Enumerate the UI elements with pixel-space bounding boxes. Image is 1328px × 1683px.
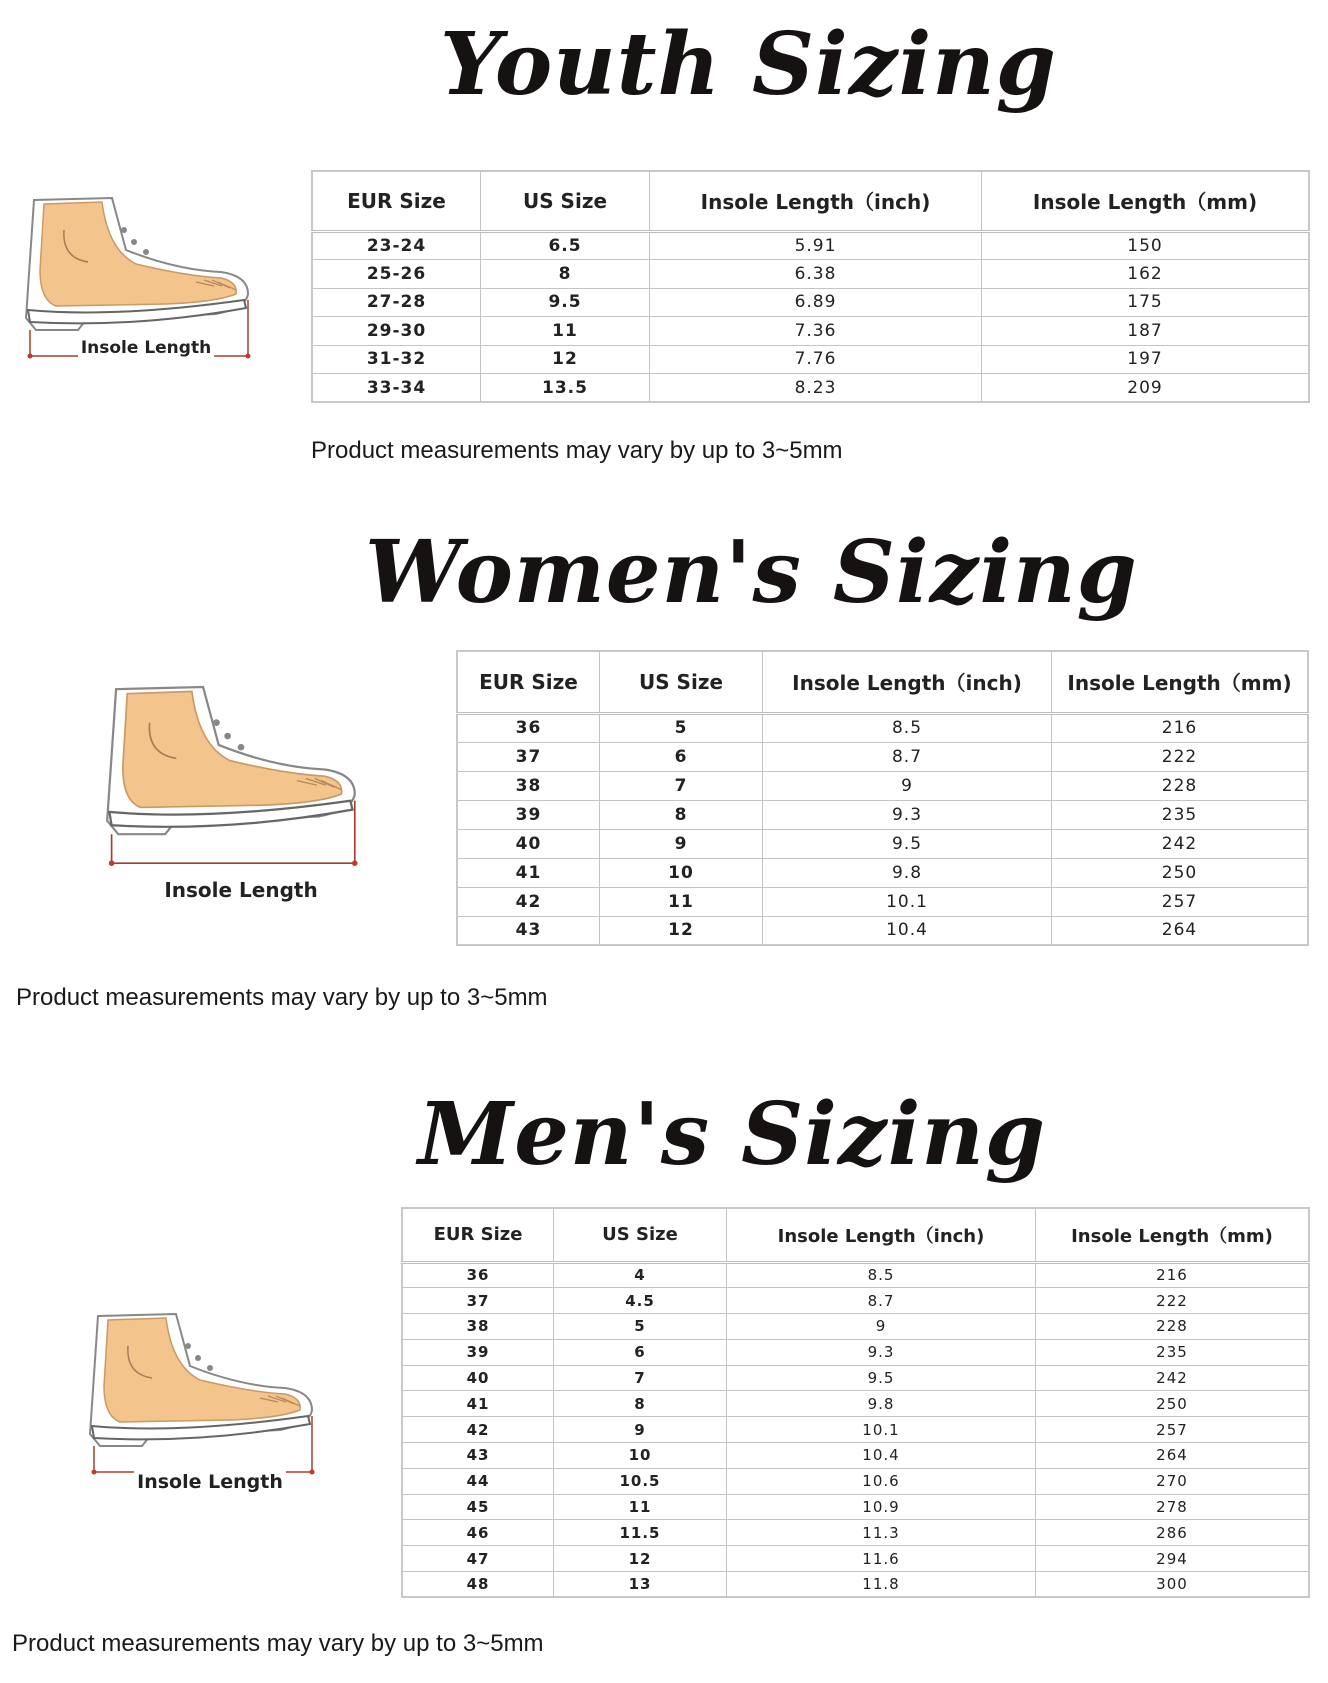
table-cell: 5 (600, 713, 763, 742)
table-cell: 7 (554, 1365, 727, 1391)
table-cell: 37 (457, 742, 600, 771)
table-cell: 11.5 (554, 1520, 727, 1546)
table-row (402, 1262, 1309, 1288)
table-cell: 9.5 (727, 1365, 1036, 1391)
table-row (402, 1417, 1309, 1443)
table-cell: 8 (554, 1391, 727, 1417)
table-cell: 235 (1036, 1339, 1310, 1365)
table-cell: 9.3 (727, 1339, 1036, 1365)
table-cell: 42 (402, 1417, 554, 1443)
table-cell: 8.7 (727, 1288, 1036, 1314)
table-row (402, 1314, 1309, 1340)
table-cell: 7.76 (650, 345, 982, 374)
section-heading: Youth Sizing (440, 14, 1057, 115)
table-cell: 9 (554, 1417, 727, 1443)
insole-length-label: Insole Length (96, 878, 386, 902)
table-cell: 11.3 (727, 1520, 1036, 1546)
table-cell: 10.1 (727, 1417, 1036, 1443)
table-cell: 8.5 (763, 713, 1052, 742)
table-cell: 12 (554, 1546, 727, 1572)
table-cell: 11 (600, 887, 763, 916)
column-header: US Size (554, 1208, 727, 1262)
table-cell: 228 (1052, 771, 1309, 800)
table-row (312, 260, 1309, 289)
table-cell: 31-32 (312, 345, 481, 374)
table-cell: 222 (1052, 742, 1309, 771)
table-cell: 4.5 (554, 1288, 727, 1314)
table-cell: 11.8 (727, 1572, 1036, 1598)
table-cell: 257 (1052, 887, 1309, 916)
table-cell: 8 (600, 800, 763, 829)
table-cell: 38 (457, 771, 600, 800)
table-cell: 9 (727, 1314, 1036, 1340)
table-cell: 6 (554, 1339, 727, 1365)
table-row (402, 1288, 1309, 1314)
table-row (457, 800, 1308, 829)
table-row (457, 829, 1308, 858)
table-cell: 10 (554, 1443, 727, 1469)
table-cell: 300 (1036, 1572, 1310, 1598)
table-row (457, 916, 1308, 945)
youth-size-table (311, 170, 1310, 403)
foot-insole-illustration (16, 190, 276, 380)
table-cell: 162 (982, 260, 1310, 289)
table-cell: 38 (402, 1314, 554, 1340)
table-cell: 264 (1052, 916, 1309, 945)
table-cell: 216 (1052, 713, 1309, 742)
table-cell: 264 (1036, 1443, 1310, 1469)
column-header: Insole Length（mm) (982, 171, 1310, 231)
foot-icon (96, 678, 386, 890)
table-row (457, 887, 1308, 916)
table-cell: 9.5 (763, 829, 1052, 858)
column-header: US Size (600, 651, 763, 713)
measurement-note: Product measurements may vary by up to 3~5mm (12, 1630, 544, 1657)
foot-insole-illustration (80, 1296, 340, 1506)
table-cell: 5 (554, 1314, 727, 1340)
table-cell: 25-26 (312, 260, 481, 289)
column-header: Insole Length（inch) (650, 171, 982, 231)
measurement-note: Product measurements may vary by up to 3~5mm (311, 437, 843, 464)
table-cell: 48 (402, 1572, 554, 1598)
table-cell: 8.23 (650, 374, 982, 403)
table-row (402, 1494, 1309, 1520)
table-cell: 187 (982, 317, 1310, 346)
table-cell: 9.5 (481, 288, 650, 317)
men-size-table (401, 1207, 1310, 1598)
table-row (457, 713, 1308, 742)
table-cell: 47 (402, 1546, 554, 1572)
table-cell: 6 (600, 742, 763, 771)
table-cell: 294 (1036, 1546, 1310, 1572)
table-cell: 6.89 (650, 288, 982, 317)
measurement-note: Product measurements may vary by up to 3~5mm (16, 984, 548, 1011)
column-header: EUR Size (457, 651, 600, 713)
column-header: EUR Size (402, 1208, 554, 1262)
table-cell: 11 (554, 1494, 727, 1520)
table-cell: 9.8 (763, 858, 1052, 887)
table-cell: 11 (481, 317, 650, 346)
table-cell: 6.5 (481, 231, 650, 260)
table-cell: 33-34 (312, 374, 481, 403)
table-cell: 43 (457, 916, 600, 945)
table-cell: 39 (402, 1339, 554, 1365)
table-cell: 40 (457, 829, 600, 858)
table-cell: 45 (402, 1494, 554, 1520)
table-cell: 10.5 (554, 1468, 727, 1494)
table-cell: 46 (402, 1520, 554, 1546)
table-cell: 44 (402, 1468, 554, 1494)
table-row (312, 317, 1309, 346)
table-cell: 13.5 (481, 374, 650, 403)
column-header: EUR Size (312, 171, 481, 231)
table-cell: 270 (1036, 1468, 1310, 1494)
table-cell: 228 (1036, 1314, 1310, 1340)
table-row (402, 1572, 1309, 1598)
column-header: US Size (481, 171, 650, 231)
table-row (312, 345, 1309, 374)
table-cell: 8 (481, 260, 650, 289)
table-cell: 5.91 (650, 231, 982, 260)
foot-insole-illustration (96, 678, 386, 902)
table-cell: 10.9 (727, 1494, 1036, 1520)
table-cell: 8.5 (727, 1262, 1036, 1288)
table-cell: 9.8 (727, 1391, 1036, 1417)
section-heading: Men's Sizing (418, 1084, 1047, 1185)
table-cell: 36 (457, 713, 600, 742)
table-cell: 11.6 (727, 1546, 1036, 1572)
table-cell: 7.36 (650, 317, 982, 346)
table-cell: 40 (402, 1365, 554, 1391)
table-cell: 39 (457, 800, 600, 829)
table-row (457, 858, 1308, 887)
table-cell: 29-30 (312, 317, 481, 346)
table-cell: 10.1 (763, 887, 1052, 916)
table-cell: 278 (1036, 1494, 1310, 1520)
table-row (402, 1365, 1309, 1391)
table-cell: 10.6 (727, 1468, 1036, 1494)
table-cell: 10.4 (763, 916, 1052, 945)
table-cell: 257 (1036, 1417, 1310, 1443)
table-cell: 43 (402, 1443, 554, 1469)
table-cell: 8.7 (763, 742, 1052, 771)
table-cell: 6.38 (650, 260, 982, 289)
table-cell: 209 (982, 374, 1310, 403)
table-row (402, 1443, 1309, 1469)
table-cell: 41 (402, 1391, 554, 1417)
table-row (402, 1339, 1309, 1365)
insole-length-label: Insole Length (80, 1471, 340, 1493)
table-cell: 150 (982, 231, 1310, 260)
women-size-table (456, 650, 1309, 946)
table-cell: 12 (481, 345, 650, 374)
table-row (312, 231, 1309, 260)
table-cell: 197 (982, 345, 1310, 374)
table-cell: 286 (1036, 1520, 1310, 1546)
table-cell: 23-24 (312, 231, 481, 260)
table-row (457, 742, 1308, 771)
table-cell: 250 (1036, 1391, 1310, 1417)
table-cell: 250 (1052, 858, 1309, 887)
table-row (402, 1546, 1309, 1572)
table-cell: 216 (1036, 1262, 1310, 1288)
table-row (312, 288, 1309, 317)
table-cell: 175 (982, 288, 1310, 317)
table-cell: 235 (1052, 800, 1309, 829)
table-cell: 222 (1036, 1288, 1310, 1314)
table-cell: 9 (763, 771, 1052, 800)
section-heading: Women's Sizing (365, 522, 1138, 623)
table-cell: 37 (402, 1288, 554, 1314)
column-header: Insole Length（mm) (1052, 651, 1309, 713)
table-cell: 27-28 (312, 288, 481, 317)
table-cell: 42 (457, 887, 600, 916)
column-header: Insole Length（inch) (727, 1208, 1036, 1262)
column-header: Insole Length（mm) (1036, 1208, 1310, 1262)
table-cell: 13 (554, 1572, 727, 1598)
table-cell: 36 (402, 1262, 554, 1288)
table-row (402, 1391, 1309, 1417)
table-cell: 4 (554, 1262, 727, 1288)
table-cell: 41 (457, 858, 600, 887)
table-row (402, 1520, 1309, 1546)
table-row (312, 374, 1309, 403)
table-cell: 242 (1036, 1365, 1310, 1391)
table-cell: 12 (600, 916, 763, 945)
table-row (457, 771, 1308, 800)
column-header: Insole Length（inch) (763, 651, 1052, 713)
table-cell: 9.3 (763, 800, 1052, 829)
table-cell: 242 (1052, 829, 1309, 858)
table-cell: 10 (600, 858, 763, 887)
insole-length-label: Insole Length (16, 338, 276, 358)
table-cell: 7 (600, 771, 763, 800)
table-cell: 9 (600, 829, 763, 858)
table-cell: 10.4 (727, 1443, 1036, 1469)
table-row (402, 1468, 1309, 1494)
